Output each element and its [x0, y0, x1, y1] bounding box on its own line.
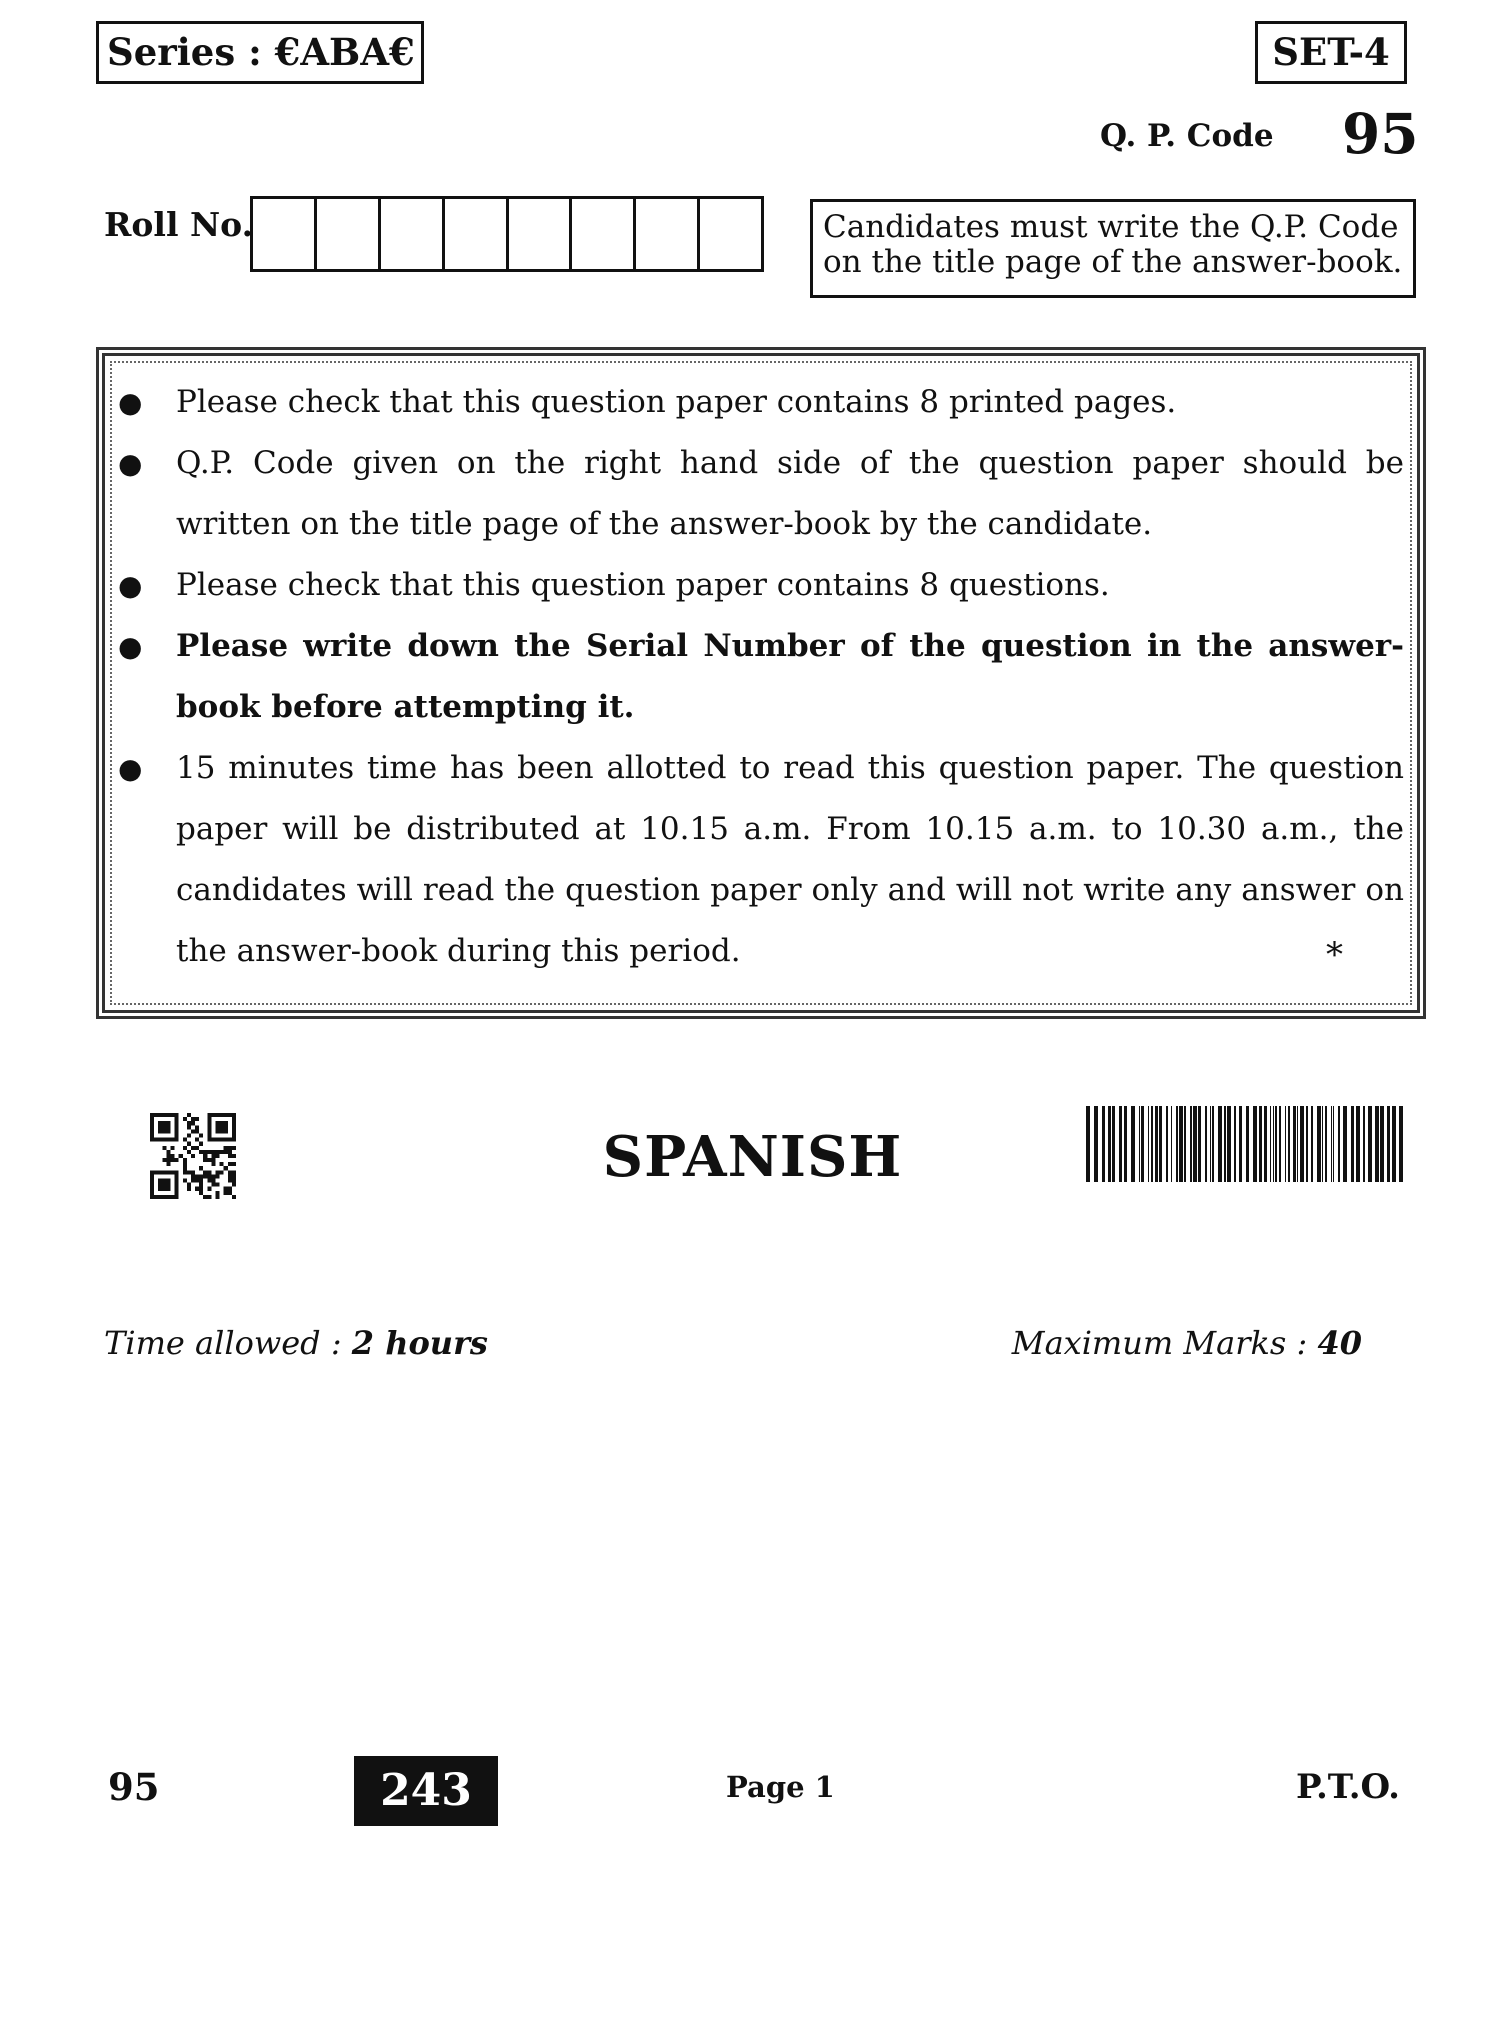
- instruction-text: 15 minutes time has been allotted to read this question paper. The question paper will be distributed at 10.15 a.m. From 10.15 a.m. to 10.30 a.m., the candidates will read the question paper only and will not write any answer on the answer-book during this period.: [176, 750, 1404, 969]
- qp-code-notice: [810, 199, 1416, 298]
- instruction-text: Please check that this question paper contains 8 questions.: [176, 567, 1110, 603]
- footer-code: 95: [108, 1765, 160, 1809]
- roll-number-cell[interactable]: [445, 199, 509, 269]
- instructions-list: [116, 372, 1406, 982]
- roll-number-cell[interactable]: [700, 199, 761, 269]
- barcode-icon: [1086, 1106, 1404, 1182]
- roll-number-cell[interactable]: [572, 199, 636, 269]
- star-mark: *: [1326, 935, 1343, 975]
- bullet-icon: ●: [118, 569, 143, 602]
- bullet-icon: ●: [118, 447, 143, 480]
- series-label: Series : €ABA€: [96, 21, 424, 84]
- instruction-item: [116, 616, 1406, 738]
- instruction-item: [116, 555, 1406, 616]
- instruction-text: Q.P. Code given on the right hand side of the question paper should be written on the title page of the answer-book by the candidate.: [176, 445, 1404, 542]
- footer-badge: 243: [354, 1756, 498, 1826]
- instruction-item: [116, 738, 1406, 982]
- roll-number-cell[interactable]: [509, 199, 573, 269]
- set-label: SET-4: [1255, 21, 1407, 84]
- qp-code-value: 95: [1342, 101, 1419, 166]
- bullet-icon: ●: [118, 752, 143, 785]
- instruction-item: [116, 433, 1406, 555]
- bullet-icon: ●: [118, 630, 143, 663]
- notice-line-2: on the title page of the answer-book.: [823, 244, 1403, 280]
- notice-line-1: Candidates must write the Q.P. Code: [823, 209, 1399, 245]
- roll-number-label: Roll No.: [104, 205, 254, 244]
- time-allowed: Time allowed : 2 hours: [104, 1324, 488, 1362]
- instruction-item: [116, 372, 1406, 433]
- pto-label: P.T.O.: [1296, 1767, 1400, 1807]
- instruction-text: Please check that this question paper contains 8 printed pages.: [176, 384, 1177, 420]
- time-value: 2 hours: [351, 1324, 488, 1362]
- page-number: Page 1: [726, 1770, 835, 1804]
- maximum-marks: Maximum Marks : 40: [1011, 1324, 1362, 1362]
- roll-number-cell[interactable]: [381, 199, 445, 269]
- instruction-text: Please write down the Serial Number of the question in the answer-book before attempting it.: [176, 628, 1404, 725]
- qp-code-label: Q. P. Code: [1100, 118, 1274, 154]
- roll-number-cell[interactable]: [317, 199, 381, 269]
- roll-number-boxes[interactable]: [250, 196, 764, 272]
- roll-number-cell[interactable]: [253, 199, 317, 269]
- marks-value: 40: [1317, 1324, 1362, 1362]
- roll-number-cell[interactable]: [636, 199, 700, 269]
- subject-title: SPANISH: [602, 1124, 903, 1190]
- bullet-icon: ●: [118, 386, 143, 419]
